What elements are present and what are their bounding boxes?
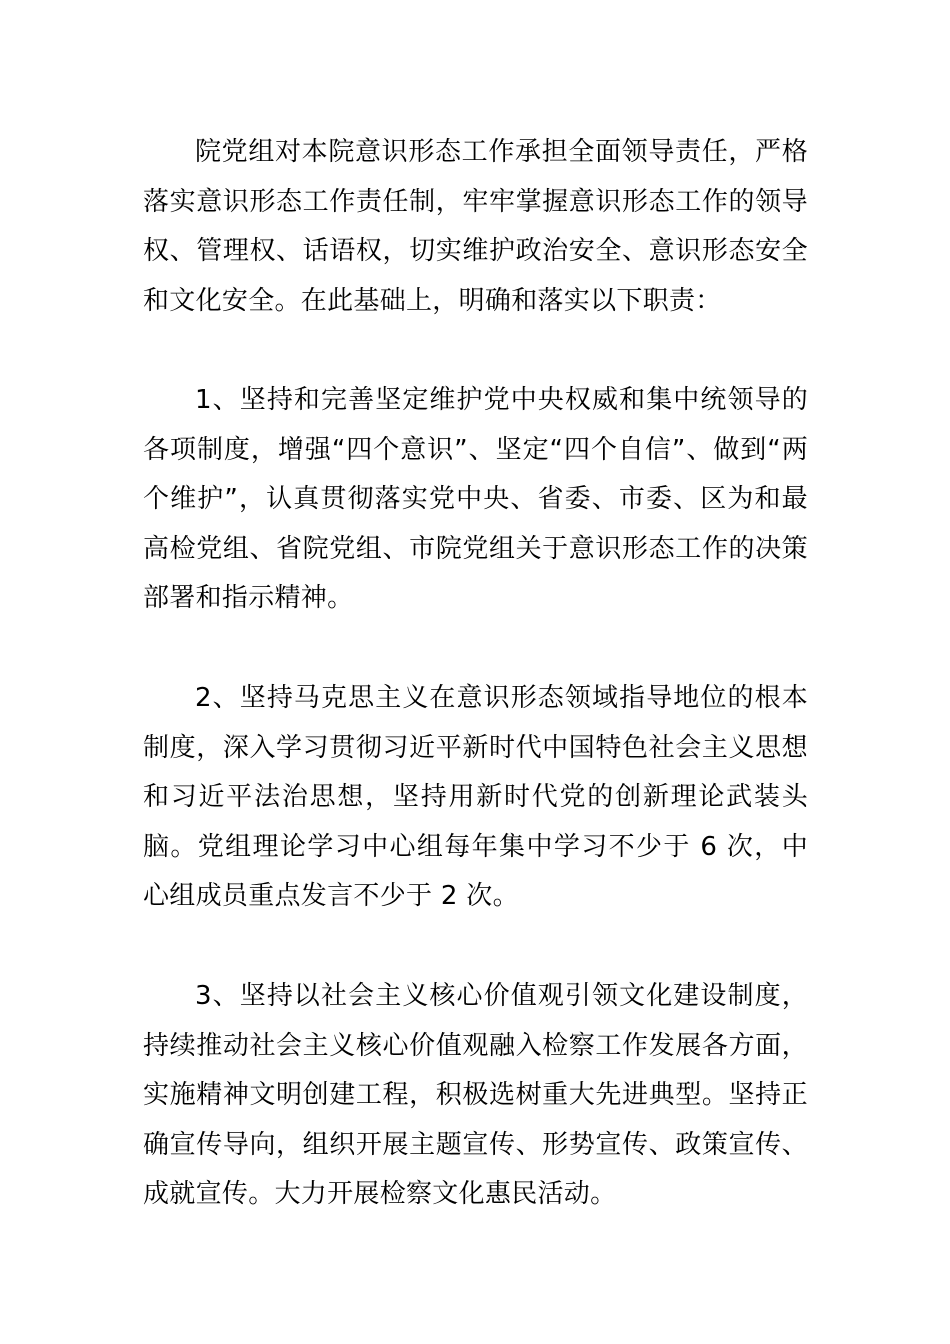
paragraph-item-1: 1、坚持和完善坚定维护党中央权威和集中统领导的各项制度，增强“四个意识”、坚定“四个自信”、做到“两个维护”，认真贯彻落实党中央、省委、市委、区为和最高检党组、省院党组、市院党组关于意识形态工作的决策部署和指示精神。 bbox=[143, 385, 808, 613]
paragraph-item-3: 3、坚持以社会主义核心价值观引领文化建设制度，持续推动社会主义核心价值观融入检察工作发展各方面，实施精神文明创建工程，积极选树重大先进典型。坚持正确宣传导向，组织开展主题宣传、形势宣传、政策宣传、成就宣传。大力开展检察文化惠民活动。 bbox=[143, 981, 808, 1209]
paragraph-intro: 院党组对本院意识形态工作承担全面领导责任，严格落实意识形态工作责任制，牢牢掌握意识形态工作的领导权、管理权、话语权，切实维护政治安全、意识形态安全和文化安全。在此基础上，明确和落实以下职责： bbox=[143, 137, 808, 316]
paragraph-item-2: 2、坚持马克思主义在意识形态领域指导地位的根本制度，深入学习贯彻习近平新时代中国特色社会主义思想和习近平法治思想，坚持用新时代党的创新理论武装头脑。党组理论学习中心组每年集中学习不少于 6 次，中心组成员重点发言不少于 2 次。 bbox=[143, 683, 808, 911]
